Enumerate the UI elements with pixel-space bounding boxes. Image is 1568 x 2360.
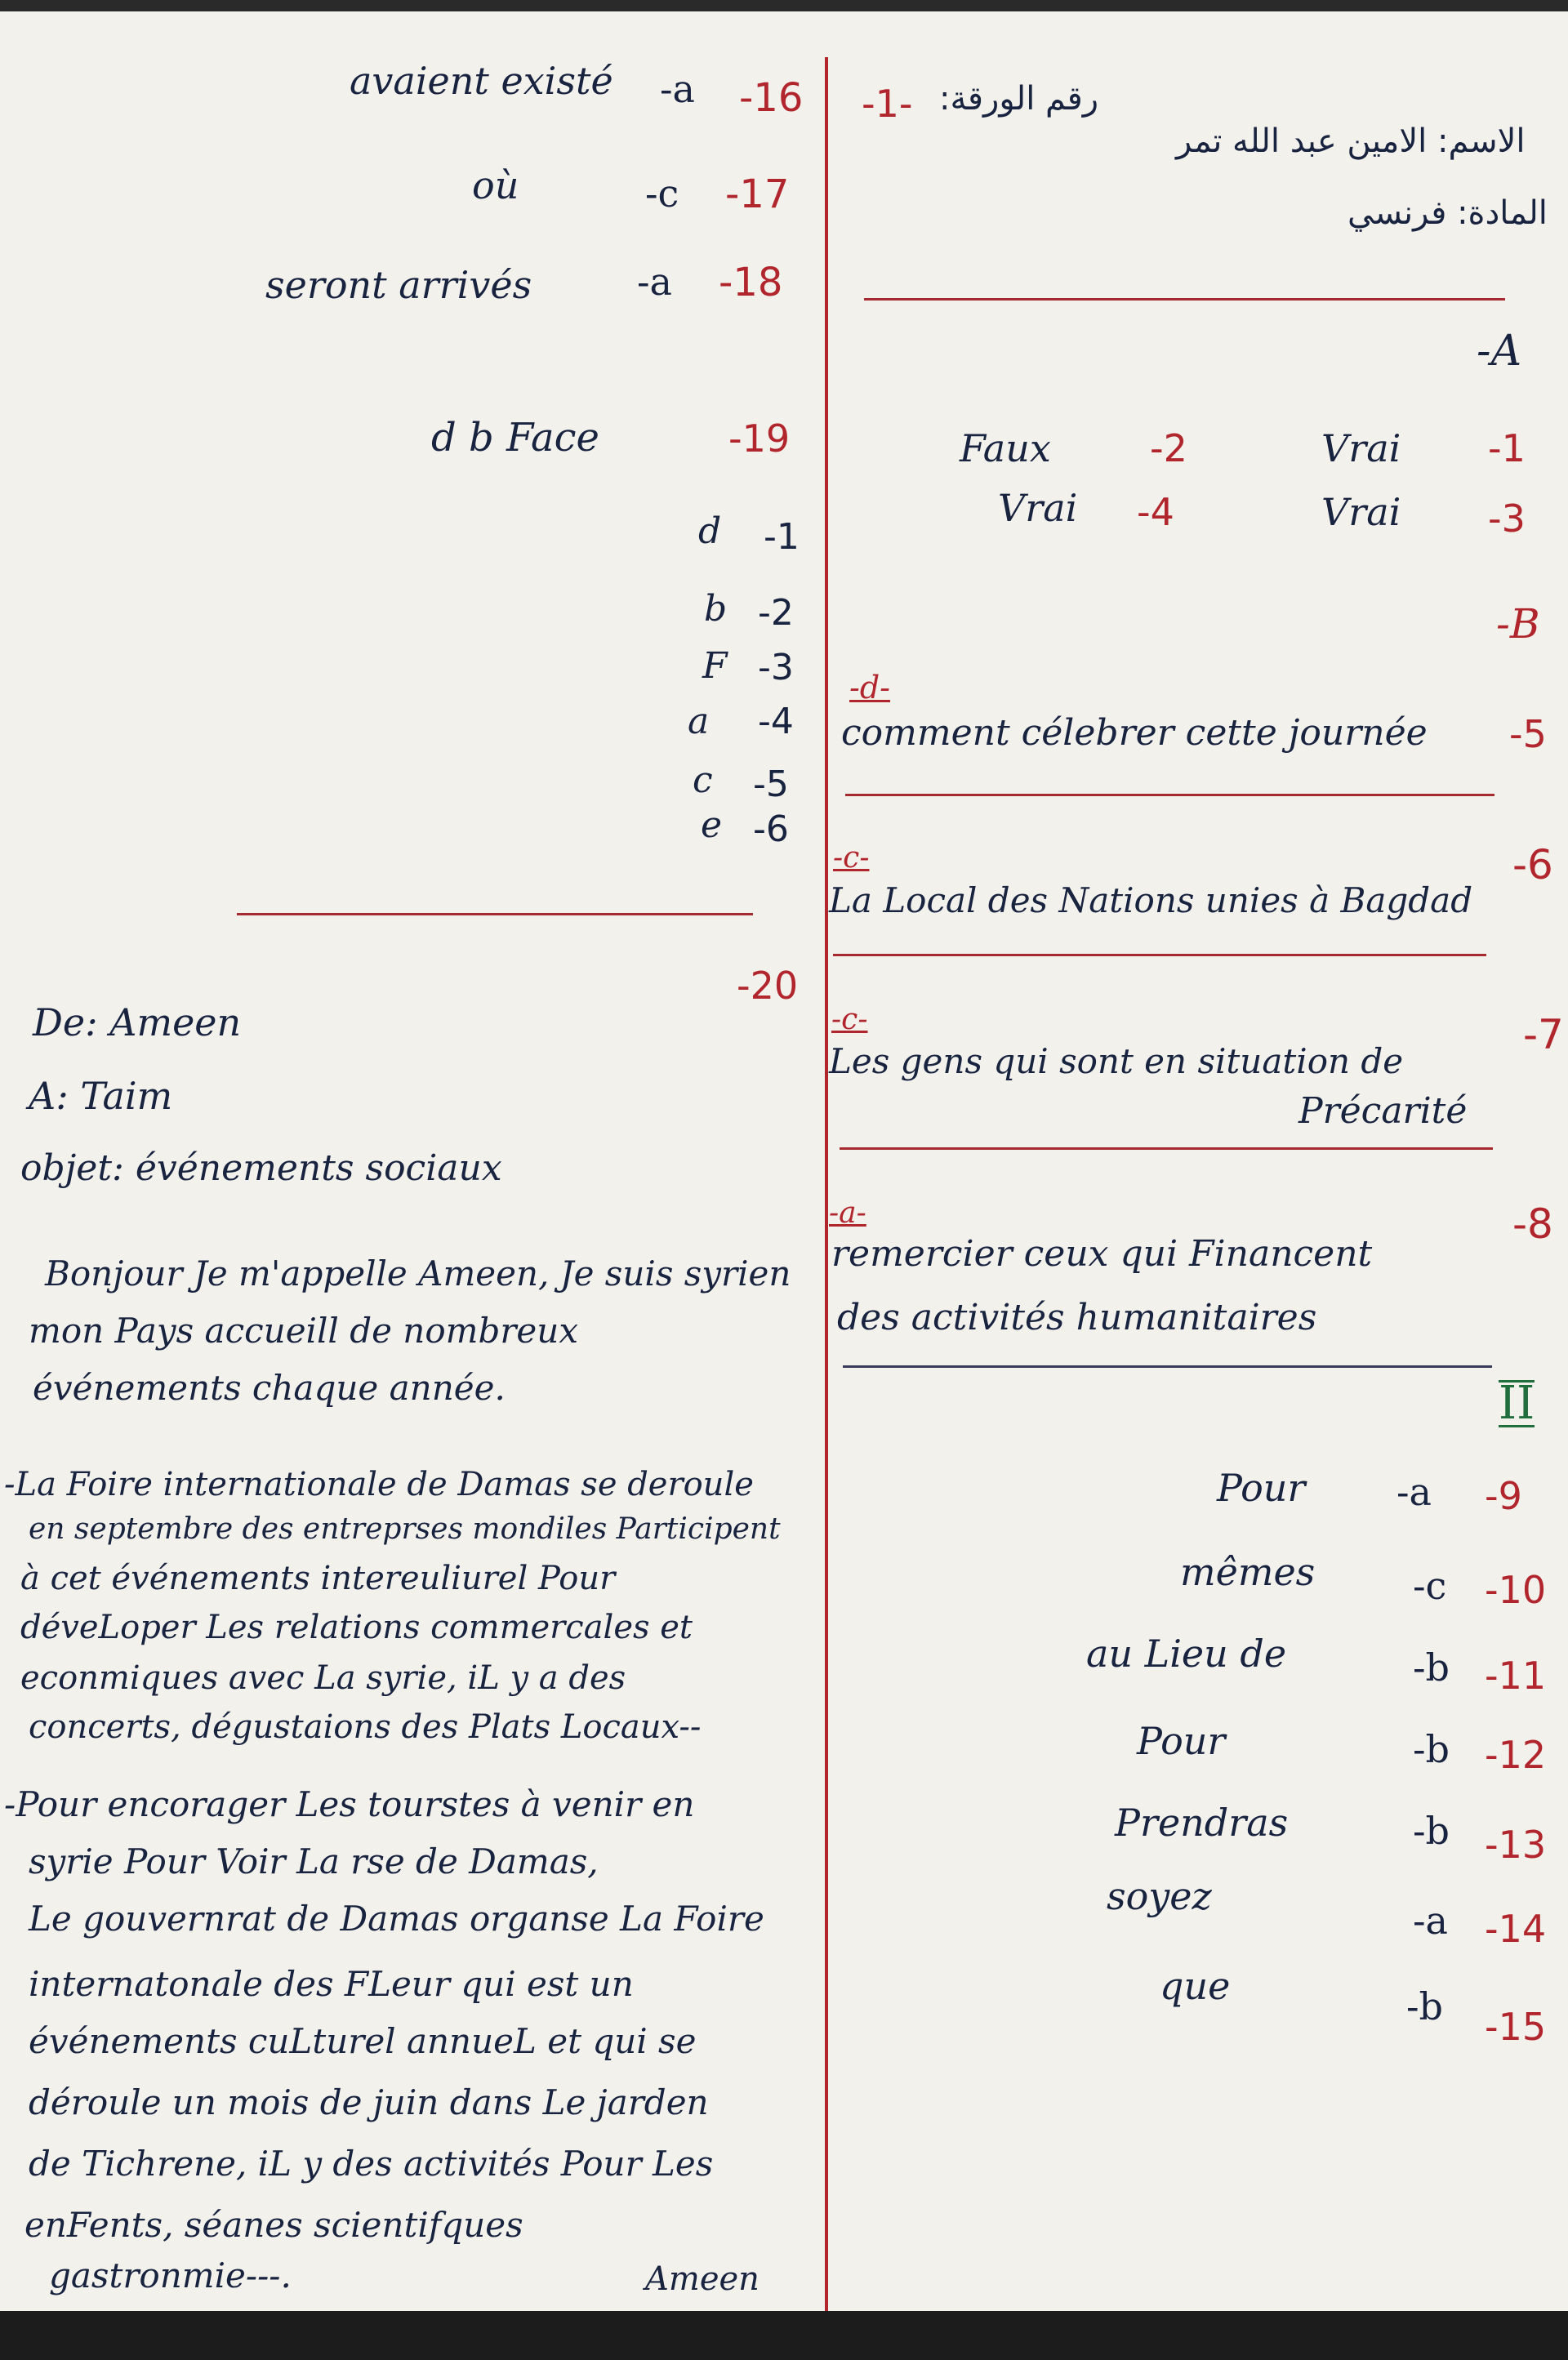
item-7-num: -7	[1523, 1011, 1564, 1058]
item-16-answer: avaient existé	[350, 59, 613, 103]
item-8-answer-line2: des activités humanitaires	[837, 1297, 1317, 1338]
letter-p3-line: gastronmie---.	[49, 2255, 292, 2295]
letter-p2-line: en septembre des entreprses mondiles Participent	[29, 1512, 781, 1546]
item-10-answer: mêmes	[1180, 1550, 1316, 1594]
center-margin-line	[825, 57, 828, 2311]
item-18-answer: seront arrivés	[265, 263, 532, 307]
letter-p3-line: -Pour encorager Les tourstes à venir en	[4, 1784, 695, 1824]
letter-p3-line: internatonale des FLeur qui est un	[29, 1964, 634, 2004]
sheet-number-label: رقم الورقة:	[939, 80, 1099, 118]
match-1-num: -1	[764, 516, 800, 558]
item-16-letter: -a	[660, 67, 695, 111]
match-6-num: -6	[753, 808, 789, 850]
item-12-answer: Pour	[1137, 1719, 1226, 1763]
item-18-num: -18	[719, 260, 783, 305]
letter-p2-line: déveLoper Les relations commercales et	[20, 1609, 693, 1646]
item-14-answer: soyez	[1107, 1874, 1212, 1918]
item-19-answer: d b Face	[431, 415, 599, 461]
item-5-num: -5	[1509, 712, 1547, 756]
match-3-num: -3	[758, 647, 794, 688]
answer-4-value: Vrai	[998, 486, 1078, 530]
letter-p3-line: enFents, séanes scientifques	[24, 2205, 523, 2245]
header-divider	[864, 298, 1505, 301]
section-ii-heading: II	[1499, 1377, 1535, 1430]
item-9-answer: Pour	[1217, 1466, 1306, 1510]
student-name: الاسم: الامين عبد الله تمر	[1176, 122, 1526, 160]
item-15-letter: -b	[1406, 1984, 1443, 2028]
item-6-letter: -c-	[833, 841, 870, 875]
left-divider	[237, 913, 753, 915]
item-10-num: -10	[1485, 1568, 1547, 1612]
item-5-rule	[845, 794, 1494, 796]
item-6-rule	[833, 954, 1486, 956]
section-a-heading: -A	[1477, 327, 1522, 376]
item-11-letter: -b	[1413, 1645, 1450, 1690]
match-4-letter: a	[688, 701, 710, 742]
answer-4-num: -4	[1137, 490, 1174, 534]
letter-p1-line: événements chaque année.	[33, 1368, 506, 1408]
answer-1-value: Vrai	[1321, 426, 1401, 470]
page-bottom-edge	[0, 2311, 1568, 2360]
item-8-answer-line1: remercier ceux qui Financent	[831, 1233, 1373, 1275]
item-15-answer: que	[1160, 1964, 1231, 2008]
letter-to: A: Taim	[29, 1074, 173, 1118]
sheet-number: -1-	[862, 82, 913, 126]
item-11-answer: au Lieu de	[1086, 1632, 1287, 1676]
item-7-answer-line2: Précarité	[1298, 1090, 1468, 1132]
letter-p2-line: concerts, dégustaions des Plats Locaux--	[29, 1708, 702, 1746]
match-5-num: -5	[753, 764, 789, 805]
item-8-letter: -a-	[829, 1196, 866, 1230]
item-15-num: -15	[1485, 2005, 1547, 2049]
item-13-answer: Prendras	[1115, 1801, 1289, 1845]
letter-p3-line: événements cuLturel annueL et qui se	[29, 2021, 697, 2061]
letter-subject: objet: événements sociaux	[20, 1147, 502, 1189]
item-8-num: -8	[1512, 1200, 1553, 1248]
item-10-letter: -c	[1413, 1564, 1447, 1608]
match-6-letter: e	[701, 804, 723, 846]
answer-2-value: Faux	[960, 426, 1051, 470]
item-12-num: -12	[1485, 1733, 1547, 1777]
item-7-answer-line1: Les gens qui sont en situation de	[829, 1041, 1404, 1081]
item-7-rule	[840, 1147, 1493, 1150]
item-9-letter: -a	[1396, 1470, 1432, 1514]
match-4-num: -4	[758, 701, 794, 742]
answer-3-num: -3	[1488, 496, 1526, 541]
item-9-num: -9	[1485, 1474, 1522, 1518]
match-2-letter: b	[704, 588, 728, 630]
item-13-num: -13	[1485, 1823, 1547, 1867]
answer-3-value: Vrai	[1321, 490, 1401, 534]
letter-p3-line: syrie Pour Voir La rse de Damas,	[29, 1841, 599, 1881]
page-top-edge	[0, 0, 1568, 11]
match-1-letter: d	[698, 510, 722, 552]
item-12-letter: -b	[1413, 1727, 1450, 1771]
letter-from: De: Ameen	[33, 1000, 242, 1044]
letter-p3-line: de Tichrene, iL y des activités Pour Les	[29, 2144, 714, 2184]
item-13-letter: -b	[1413, 1809, 1450, 1853]
letter-p2-line: à cet événements intereuliurel Pour	[20, 1560, 616, 1597]
item-17-num: -17	[725, 171, 790, 217]
item-19-num: -19	[728, 416, 791, 461]
letter-p1-line: Bonjour Je m'appelle Ameen, Je suis syrien	[45, 1253, 791, 1294]
letter-p2-line: econmiques avec La syrie, iL y a des	[20, 1659, 626, 1697]
letter-p1-line: mon Pays accueill de nombreux	[29, 1311, 579, 1351]
item-17-answer: où	[472, 163, 519, 207]
item-8-rule	[843, 1365, 1492, 1368]
letter-p3-line: Le gouvernrat de Damas organse La Foire	[29, 1899, 764, 1939]
item-5-letter: -d-	[849, 670, 891, 706]
item-14-num: -14	[1485, 1907, 1547, 1951]
item-6-answer: La Local des Nations unies à Bagdad	[829, 880, 1473, 920]
item-7-letter: -c-	[831, 1003, 868, 1036]
item-18-letter: -a	[637, 260, 672, 304]
item-6-num: -6	[1512, 841, 1553, 888]
item-5-answer: comment célebrer cette journée	[841, 712, 1428, 754]
letter-number: -20	[737, 964, 799, 1008]
item-17-letter: -c	[645, 171, 679, 216]
answer-1-num: -1	[1488, 426, 1526, 470]
subject-line: المادة: فرنسي	[1348, 194, 1548, 232]
item-11-num: -11	[1485, 1654, 1547, 1698]
answer-2-num: -2	[1150, 426, 1187, 470]
letter-p2-line: -La Foire internationale de Damas se deroule	[4, 1466, 754, 1503]
match-2-num: -2	[758, 592, 794, 634]
match-5-letter: c	[693, 759, 713, 801]
item-14-letter: -a	[1413, 1899, 1448, 1943]
letter-p3-line: déroule un mois de juin dans Le jarden	[29, 2082, 709, 2122]
letter-signature: Ameen	[645, 2260, 760, 2298]
match-3-letter: F	[702, 645, 728, 687]
item-16-num: -16	[739, 75, 804, 121]
section-b-heading: -B	[1496, 600, 1540, 648]
